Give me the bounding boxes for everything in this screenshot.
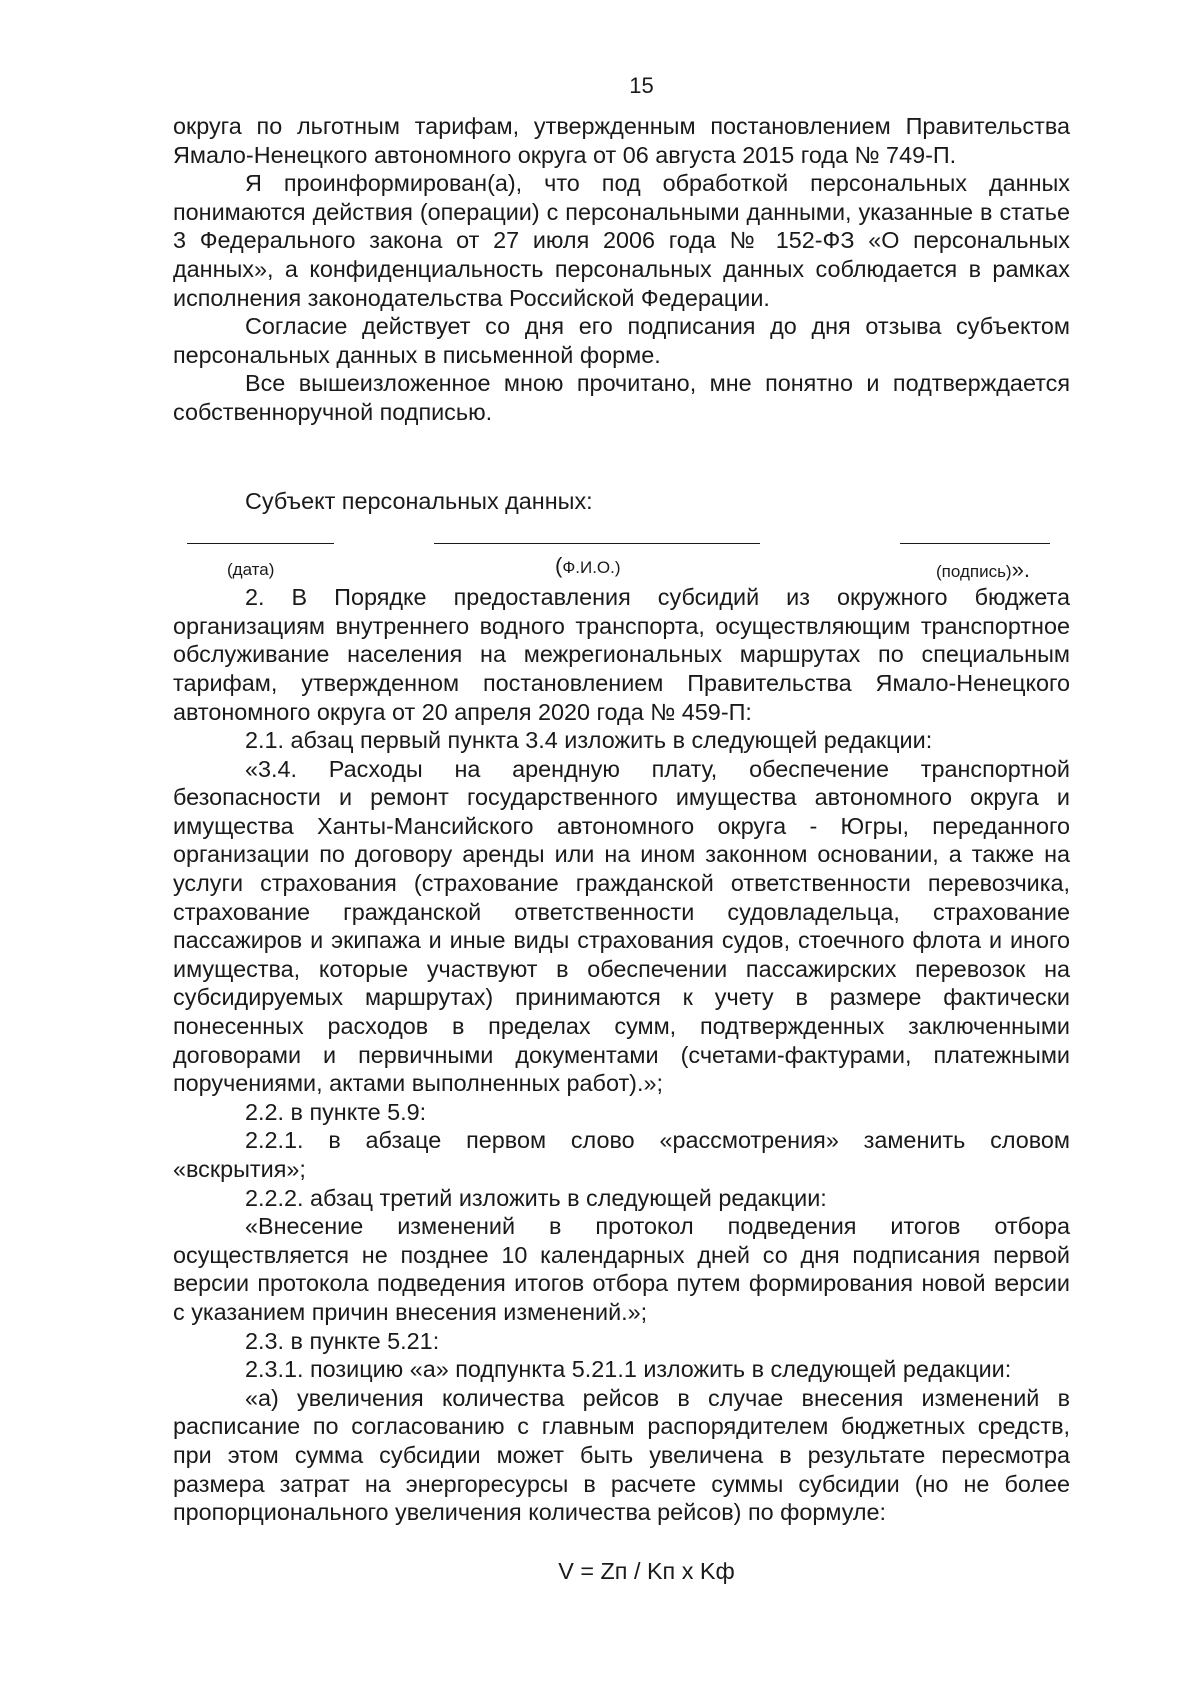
name-line: [434, 543, 760, 544]
paragraph-protocol: «Внесение изменений в протокол подведения итогов отбора осуществляется не позднее 10 календарных дней со дня подписания первой версии протокола подведения итогов отбора путем формирования новой версии с указанием причин внесения изменений.»;: [173, 1213, 1070, 1325]
signature-label: [936, 559, 1030, 583]
date-line: [187, 543, 334, 544]
paragraph-tariffs: округа по льготным тарифам, утвержденным постановлением Правительства Ямало-Ненецкого автономного округа от 06 августа 2015 года № 749-П.: [173, 113, 1070, 168]
paragraph-2-2: 2.2. в пункте 5.9:: [245, 1098, 427, 1125]
name-label: [555, 555, 621, 579]
page-number: 15: [629, 73, 654, 98]
paragraph-2-2-1: 2.2.1. в абзаце первом слово «рассмотрения» заменить словом «вскрытия»;: [173, 1127, 1070, 1182]
paragraph-3-4: «3.4. Расходы на арендную плату, обеспечение транспортной безопасности и ремонт государственного имущества автономного округа и имущества Ханты-Мансийского автономного округа - Югры, переданного организации по договору аренды или на ином законном основании, а также на услуги страхования (страхование гражданской ответственности перевозчика, страхование гражданской ответственности судовладельца, страхование пассажиров и экипажа и иные виды страхования судов, стоечного флота и иного имущества, которые участвуют в обеспечении пассажирских перевозок на субсидируемых маршрутах) принимаются к учету в размере фактически понесенных расходов в пределах сумм, подтвержденных заключенными договорами и первичными документами (счетами-фактурами, платежными поручениями, актами выполненных работ).»;: [173, 755, 1070, 1097]
paragraph-2-3-1: 2.3.1. позицию «а» подпункта 5.21.1 изложить в следующей редакции:: [245, 1356, 1012, 1383]
signature-label-text: (подпись): [936, 562, 1012, 582]
formula: V = Zп / Kп x Kф: [558, 1557, 735, 1584]
paragraph-2-3: 2.3. в пункте 5.21:: [245, 1327, 440, 1354]
paragraph-2-2-2: 2.2.2. абзац третий изложить в следующей редакции:: [245, 1184, 827, 1211]
paragraph-consent: Согласие действует со дня его подписания до дня отзыва субъектом персональных данных в письменной форме.: [173, 313, 1070, 368]
paragraph-informed: Я проинформирован(а), что под обработкой персональных данных понимаются действия (операции) с персональными данными, указанные в статье 3 Федерального закона от 27 июля 2006 года № 152-ФЗ «О персональных данных», а конфиденциальность персональных данных соблюдается в рамках исполнения законодательства Российской Федерации.: [173, 170, 1070, 311]
paragraph-section-2: 2. В Порядке предоставления субсидий из окружного бюджета организациям внутреннего водного транспорта, осуществляющим транспортное обслуживание населения на межрегиональных маршрутах по специальным тарифам, утвержденном постановлением Правительства Ямало-Ненецкого автономного округа от 20 апреля 2020 года № 459-П:: [173, 584, 1070, 725]
signature-label-end: ».: [1011, 557, 1030, 583]
paragraph-2-1: 2.1. абзац первый пункта 3.4 изложить в следующей редакции:: [245, 727, 933, 754]
spacer: [173, 427, 1070, 487]
paragraph-item-a: «а) увеличения количества рейсов в случае внесения изменений в расписание по согласованию с главным распорядителем бюджетных средств, при этом сумма субсидии может быть увеличена в результате пересмотра размера затрат на энергоресурсы в расчете суммы субсидии (но не более пропорционального увеличения количества рейсов) по формуле:: [173, 1384, 1070, 1526]
date-label: (дата): [227, 560, 275, 580]
signature-block: [173, 523, 1070, 583]
name-label-text: Ф.И.О.): [562, 558, 621, 578]
signature-title: Субъект персональных данных:: [245, 487, 593, 514]
signature-line: [900, 543, 1050, 544]
paragraph-confirm: Все вышеизложенное мною прочитано, мне понятно и подтверждается собственноручной подписью.: [173, 370, 1070, 425]
name-label-paren: (: [555, 553, 563, 579]
